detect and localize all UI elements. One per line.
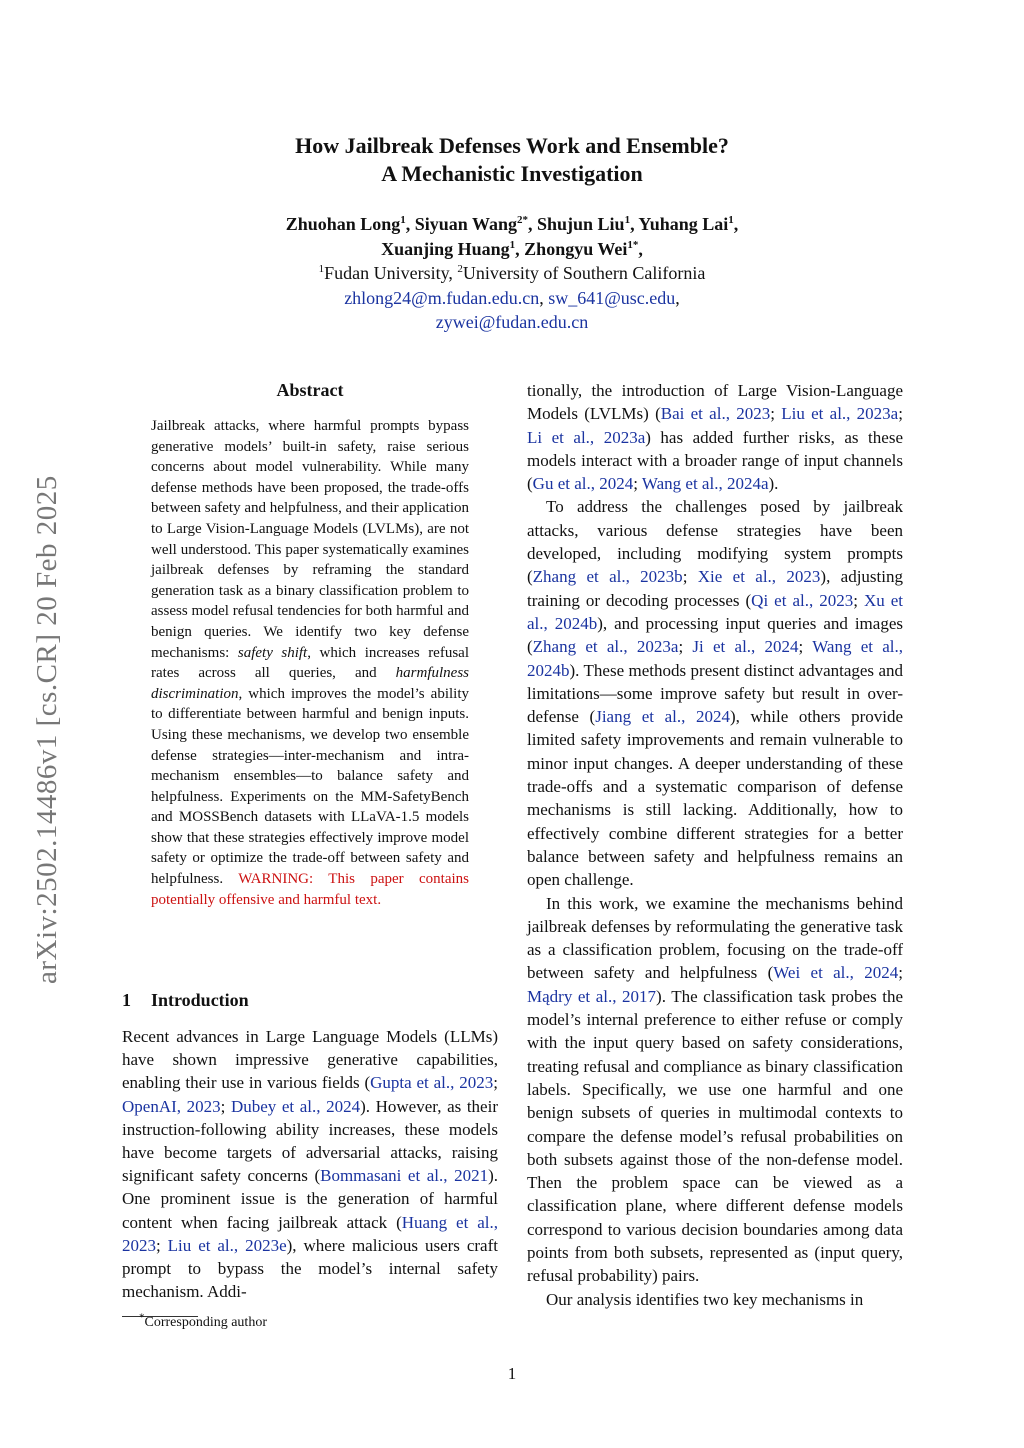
- paragraph: tionally, the introduction of Large Vision-Language Models (LVLMs) (Bai et al., 2023; Liu et al., 2023a; Li et al., 2023a) has added further risks, as these models interact with a broader range of input channels (Gu et al., 2024; Wang et al., 2024a).: [527, 381, 903, 494]
- citation-link[interactable]: Dubey et al., 2024: [230, 1096, 361, 1116]
- citation-link[interactable]: Zhang et al., 2023b: [532, 567, 683, 587]
- email-link[interactable]: sw_641@usc.edu: [548, 288, 676, 308]
- affiliations: $^1$Fudan University, $^2$University of Southern California: [318, 263, 706, 283]
- citation-link[interactable]: Liu et al., 2023a: [781, 404, 899, 424]
- page-number: 1: [507, 1364, 517, 1383]
- citation-link[interactable]: Wang et al., 2024b: [527, 637, 903, 680]
- abstract-body: Jailbreak attacks, where harmful prompts bypass generative models’ built-in safety, raise serious concerns about model vulnerability. While many defense methods have been proposed, the trade-offs between safety and helpfulness, and their application to Large Vision-Language Models (LVLMs), are not well understood. This paper systematically examines jailbreak defenses by reframing the standard generation task as a binary classification problem to assess model refusal tendencies for both harmful and benign queries. We identify two key defense mechanisms: safety shift, which increases refusal rates across all queries, and harmfulness discrimination, which improves the model’s ability to differentiate between harmful and benign inputs. Using these mechanisms, we develop two ensemble defense strategies—inter-mechanism and intra-mechanism ensembles—to balance safety and helpfulness. Experiments on the MM-SafetyBench and MOSSBench datasets with LLaVA-1.5 models show that these strategies effectively improve model safety or optimize the trade-off between safety and helpfulness. WARNING: This paper contains potentially offensive and harmful text.: [151, 418, 469, 908]
- paragraph: To address the challenges posed by jailbreak attacks, various defense strategies have been developed, including modifying system prompts (Zhang et al., 2023b; Xie et al., 2023), adjusting training or decoding processes (Qi et al., 2023; Xu et al., 2024b), and processing input queries and images (Zhang et al., 2023a; Ji et al., 2024; Wang et al., 2024b). These methods present distinct advantages and limitations—some improve safety but result in over-defense (Jiang et al., 2024), while others provide limited safety improvements and remain vulnerable to minor input changes. A deeper understanding of these trade-offs and a systematic comparison of defense mechanisms is still lacking. Additionally, how to effectively combine different strategies for a better balance between safety and helpfulness remains an open challenge.: [527, 497, 904, 890]
- citation-link[interactable]: Xie et al., 2023: [697, 567, 821, 587]
- citation-link[interactable]: Wang et al., 2024a: [641, 474, 769, 494]
- abstract-heading: Abstract: [276, 380, 344, 400]
- section-heading-introduction: 1 Introduction: [122, 990, 249, 1010]
- paragraph: Our analysis identifies two key mechanisms in: [546, 1289, 864, 1309]
- introduction-right-column: [527, 379, 903, 1311]
- citation-link[interactable]: Ji et al., 2024: [692, 637, 799, 657]
- authors-line-1: Zhuohan Long$^1$, Siyuan Wang$^{2*}$, Shujun Liu$^1$, Yuhang Lai$^1$,: [285, 214, 739, 234]
- arxiv-sidebar-id: arXiv:2502.14486v1 [cs.CR] 20 Feb 2025: [31, 475, 63, 984]
- citation-link[interactable]: Bommasani et al., 2021: [320, 1166, 489, 1186]
- citation-link[interactable]: Gupta et al., 2023: [370, 1073, 494, 1093]
- citation-link[interactable]: Li et al., 2023a: [527, 427, 646, 447]
- citation-link[interactable]: Wei et al., 2024: [773, 963, 899, 983]
- citation-link[interactable]: Bai et al., 2023: [660, 404, 771, 424]
- authors-line-2: Xuanjing Huang$^1$, Zhongyu Wei$^{1*}$,: [381, 239, 643, 259]
- citation-link[interactable]: Zhang et al., 2023a: [532, 637, 679, 657]
- citation-link[interactable]: Xu et al., 2024b: [527, 590, 903, 633]
- paragraph: In this work, we examine the mechanisms behind jailbreak defenses by reformulating the generative task as a classification problem, focusing on the trade-off between safety and helpfulness (Wei et al., 2024; Mądry et al., 2017). The classification task probes the model’s internal preference to either refuse or comply with the input query based on safety considerations, treating refusal and compliance as binary classification labels. Specifically, we use one harmful and one benign subsets of queries in multimodal contexts to compare the defense model’s refusal probabilities on both subsets against those of the non-defense model. Then the problem space can be viewed as a classification plane, where different defense models correspond to various decision boundaries among data points from both subsets, represented as (input query, refusal probability) pairs.: [527, 893, 904, 1286]
- footnote: *Corresponding author: [139, 1311, 267, 1330]
- citation-link[interactable]: Huang et al., 2023: [122, 1212, 499, 1255]
- citation-link[interactable]: Qi et al., 2023: [751, 590, 854, 610]
- citation-link[interactable]: OpenAI, 2023: [122, 1096, 221, 1116]
- introduction-left-column: Recent advances in Large Language Models (LLMs) have shown impressive generative capabilities, enabling their use in various fields (Gupta et al., 2023; OpenAI, 2023; Dubey et al., 2024). However, as their instruction-following ability increases, these models have become targets of adversarial attacks, raising significant safety concerns (Bommasani et al., 2021). One prominent issue is the generation of harmful content when facing jailbreak attack (Huang et al., 2023; Liu et al., 2023e), where malicious users craft prompt to bypass the model’s internal safety mechanism. Addi-: [122, 1027, 499, 1302]
- email-link[interactable]: zywei@fudan.edu.cn: [435, 312, 589, 332]
- citation-link[interactable]: Jiang et al., 2024: [595, 707, 730, 727]
- email-link[interactable]: zhlong24@m.fudan.edu.cn: [344, 288, 540, 308]
- paper-title-line-1: How Jailbreak Defenses Work and Ensemble?: [295, 133, 729, 158]
- emails-line-1: zhlong24@m.fudan.edu.cn, sw_641@usc.edu,: [344, 288, 680, 308]
- citation-link[interactable]: Gu et al., 2024: [532, 474, 634, 494]
- citation-link[interactable]: Mądry et al., 2017: [527, 986, 657, 1006]
- paper-title-line-2: A Mechanistic Investigation: [381, 161, 643, 186]
- warning-text: WARNING: This paper contains potentially offensive and harmful text.: [151, 871, 469, 908]
- citation-link[interactable]: Liu et al., 2023e: [167, 1235, 287, 1255]
